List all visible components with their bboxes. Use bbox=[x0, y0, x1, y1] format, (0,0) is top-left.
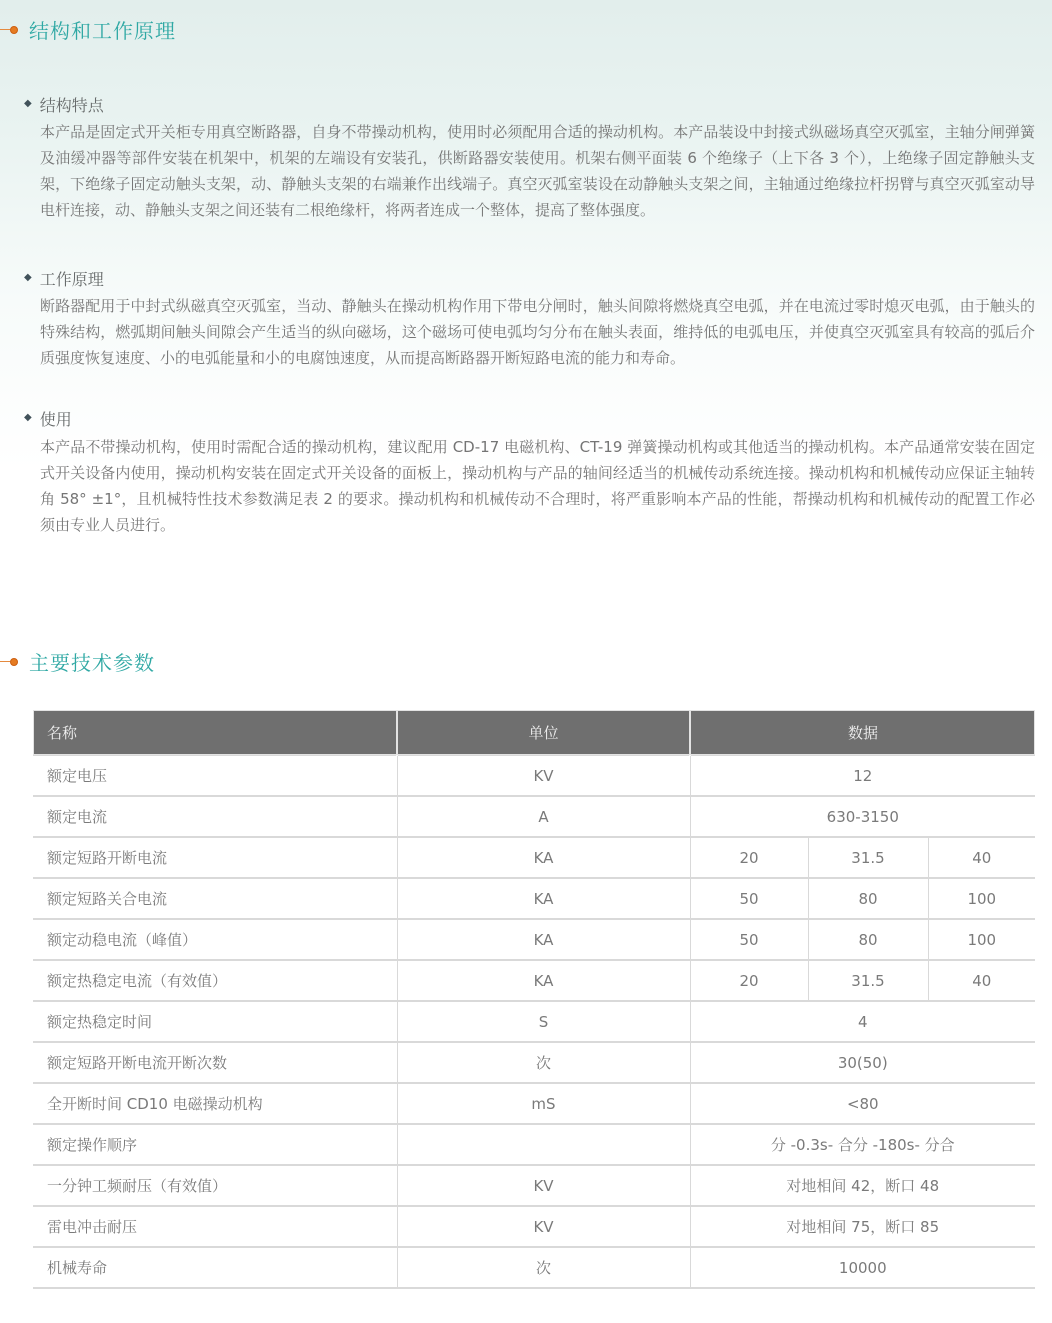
data-cell: 40 bbox=[928, 837, 1035, 878]
section-title: 主要技术参数 bbox=[29, 651, 155, 675]
bullet-line bbox=[0, 661, 10, 662]
unit-cell bbox=[397, 1124, 690, 1165]
data-cell: 100 bbox=[928, 919, 1035, 960]
diamond-bullet-icon: ◆ bbox=[24, 272, 32, 283]
table-row bbox=[33, 1083, 1035, 1124]
data-cell: 20 bbox=[690, 837, 808, 878]
data-cell: 对地相间 42，断口 48 bbox=[690, 1165, 1035, 1206]
unit-cell: KA bbox=[397, 837, 690, 878]
param-name-cell: 一分钟工频耐压（有效值） bbox=[33, 1165, 397, 1206]
product-spec-page bbox=[0, 16, 1052, 1289]
data-cell: 31.5 bbox=[808, 837, 928, 878]
param-name-cell: 额定短路开断电流开断次数 bbox=[33, 1042, 397, 1083]
table-row bbox=[33, 755, 1035, 796]
data-cell: 4 bbox=[690, 1001, 1035, 1042]
diamond-bullet-icon: ◆ bbox=[24, 98, 32, 109]
data-cell: 630-3150 bbox=[690, 796, 1035, 837]
header-data: 数据 bbox=[690, 710, 1035, 755]
data-cell: 100 bbox=[928, 878, 1035, 919]
unit-cell: A bbox=[397, 796, 690, 837]
subsection-label: 工作原理 bbox=[39, 269, 104, 289]
header-unit: 单位 bbox=[397, 710, 690, 755]
unit-cell: 次 bbox=[397, 1042, 690, 1083]
param-name-cell: 额定短路开断电流 bbox=[33, 837, 397, 878]
data-cell: 80 bbox=[808, 919, 928, 960]
section-heading-structure bbox=[0, 16, 1052, 43]
param-name-cell: 额定短路关合电流 bbox=[33, 878, 397, 919]
table-row bbox=[33, 878, 1035, 919]
paragraph-usage: 本产品不带操动机构，使用时需配合适的操动机构，建议配用 CD-17 电磁机构、CT-19 弹簧操动机构或其他适当的操动机构。本产品通常安装在固定式开关设备内使用，操动机构安装在固定式开关设备的面板上，操动机构与产品的轴间经适当的机械传动系统连接。操动机构和机械传动应保证主轴转角 58° ±1°，且机械特性技术参数满足表 2 的要求。操动机构和机械传动不合理时，将严重影响本产品的性能，帮操动机构和机械传动的配置工作必须由专业人员进行。 bbox=[40, 438, 1035, 534]
bullet-dot-icon bbox=[10, 26, 18, 34]
data-cell: 80 bbox=[808, 878, 928, 919]
param-name-cell: 机械寿命 bbox=[33, 1247, 397, 1288]
unit-cell: KA bbox=[397, 878, 690, 919]
table-row bbox=[33, 1001, 1035, 1042]
paragraph-features: 本产品是固定式开关柜专用真空断路器，自身不带操动机构，使用时必须配用合适的操动机构。本产品装设中封接式纵磁场真空灭弧室，主轴分闸弹簧及油缓冲器等部件安装在机架中，机架的左端设有安装孔，供断路器安装使用。机架右侧平面装 6 个绝缘子（上下各 3 个），上绝缘子固定静触头支架，下绝缘子固定动触头支架，动、静触头支架的右端兼作出线端子。真空灭弧室装设在动静触头支架之间，主轴通过绝缘拉杆拐臂与真空灭弧室动导电杆连接，动、静触头支架之间还装有二根绝缘杆，将两者连成一个整体，提高了整体强度。 bbox=[40, 123, 1035, 219]
subsection-label: 结构特点 bbox=[39, 95, 104, 115]
table-row bbox=[33, 1247, 1035, 1288]
paragraph-principle: 断路器配用于中封式纵磁真空灭弧室，当动、静触头在操动机构作用下带电分闸时，触头间隙将燃烧真空电弧，并在电流过零时熄灭电弧，由于触头的特殊结构，燃弧期间触头间隙会产生适当的纵向磁场，这个磁场可使电弧均匀分布在触头表面，维持低的电弧电压，并使真空灭弧室具有较高的弧后介质强度恢复速度、小的电弧能量和小的电腐蚀速度，从而提高断路器开断短路电流的能力和寿命。 bbox=[40, 297, 1035, 367]
section-title: 结构和工作原理 bbox=[29, 19, 176, 43]
param-name-cell: 额定操作顺序 bbox=[33, 1124, 397, 1165]
bullet-line bbox=[0, 29, 10, 30]
table-row bbox=[33, 1206, 1035, 1247]
param-name-cell: 额定电流 bbox=[33, 796, 397, 837]
param-name-cell: 额定电压 bbox=[33, 755, 397, 796]
data-cell: 20 bbox=[690, 960, 808, 1001]
subsection-title-usage bbox=[24, 407, 1052, 429]
bullet-dot-icon bbox=[10, 658, 18, 666]
section-bullet-icon bbox=[0, 26, 18, 34]
subsection-title-principle bbox=[24, 267, 1052, 289]
table-row bbox=[33, 960, 1035, 1001]
table-row bbox=[33, 796, 1035, 837]
unit-cell: KV bbox=[397, 1206, 690, 1247]
table-row bbox=[33, 1124, 1035, 1165]
param-name-cell: 额定动稳电流（峰值） bbox=[33, 919, 397, 960]
data-cell: 10000 bbox=[690, 1247, 1035, 1288]
table-header-row bbox=[33, 710, 1035, 755]
param-name-cell: 全开断时间 CD10 电磁操动机构 bbox=[33, 1083, 397, 1124]
param-name-cell: 额定热稳定电流（有效值） bbox=[33, 960, 397, 1001]
unit-cell: KA bbox=[397, 919, 690, 960]
data-cell: 31.5 bbox=[808, 960, 928, 1001]
subsection-title-features bbox=[24, 93, 1052, 115]
table-header bbox=[33, 710, 1035, 755]
unit-cell: KV bbox=[397, 755, 690, 796]
table-row bbox=[33, 837, 1035, 878]
data-cell: <80 bbox=[690, 1083, 1035, 1124]
subsection-label: 使用 bbox=[39, 409, 72, 429]
diamond-bullet-icon: ◆ bbox=[24, 412, 32, 423]
data-cell: 30(50) bbox=[690, 1042, 1035, 1083]
param-name-cell: 雷电冲击耐压 bbox=[33, 1206, 397, 1247]
data-cell: 40 bbox=[928, 960, 1035, 1001]
data-cell: 50 bbox=[690, 878, 808, 919]
unit-cell: S bbox=[397, 1001, 690, 1042]
data-cell: 12 bbox=[690, 755, 1035, 796]
unit-cell: 次 bbox=[397, 1247, 690, 1288]
technical-parameters-table bbox=[33, 710, 1035, 1289]
data-cell: 分 -0.3s- 合分 -180s- 分合 bbox=[690, 1124, 1035, 1165]
header-name: 名称 bbox=[33, 710, 397, 755]
table-row bbox=[33, 1042, 1035, 1083]
unit-cell: KV bbox=[397, 1165, 690, 1206]
section-heading-parameters bbox=[0, 648, 1052, 675]
params-table-body bbox=[33, 755, 1035, 1288]
unit-cell: KA bbox=[397, 960, 690, 1001]
data-cell: 50 bbox=[690, 919, 808, 960]
param-name-cell: 额定热稳定时间 bbox=[33, 1001, 397, 1042]
data-cell: 对地相间 75，断口 85 bbox=[690, 1206, 1035, 1247]
section-bullet-icon bbox=[0, 658, 18, 666]
unit-cell: mS bbox=[397, 1083, 690, 1124]
table-row bbox=[33, 1165, 1035, 1206]
table-row bbox=[33, 919, 1035, 960]
